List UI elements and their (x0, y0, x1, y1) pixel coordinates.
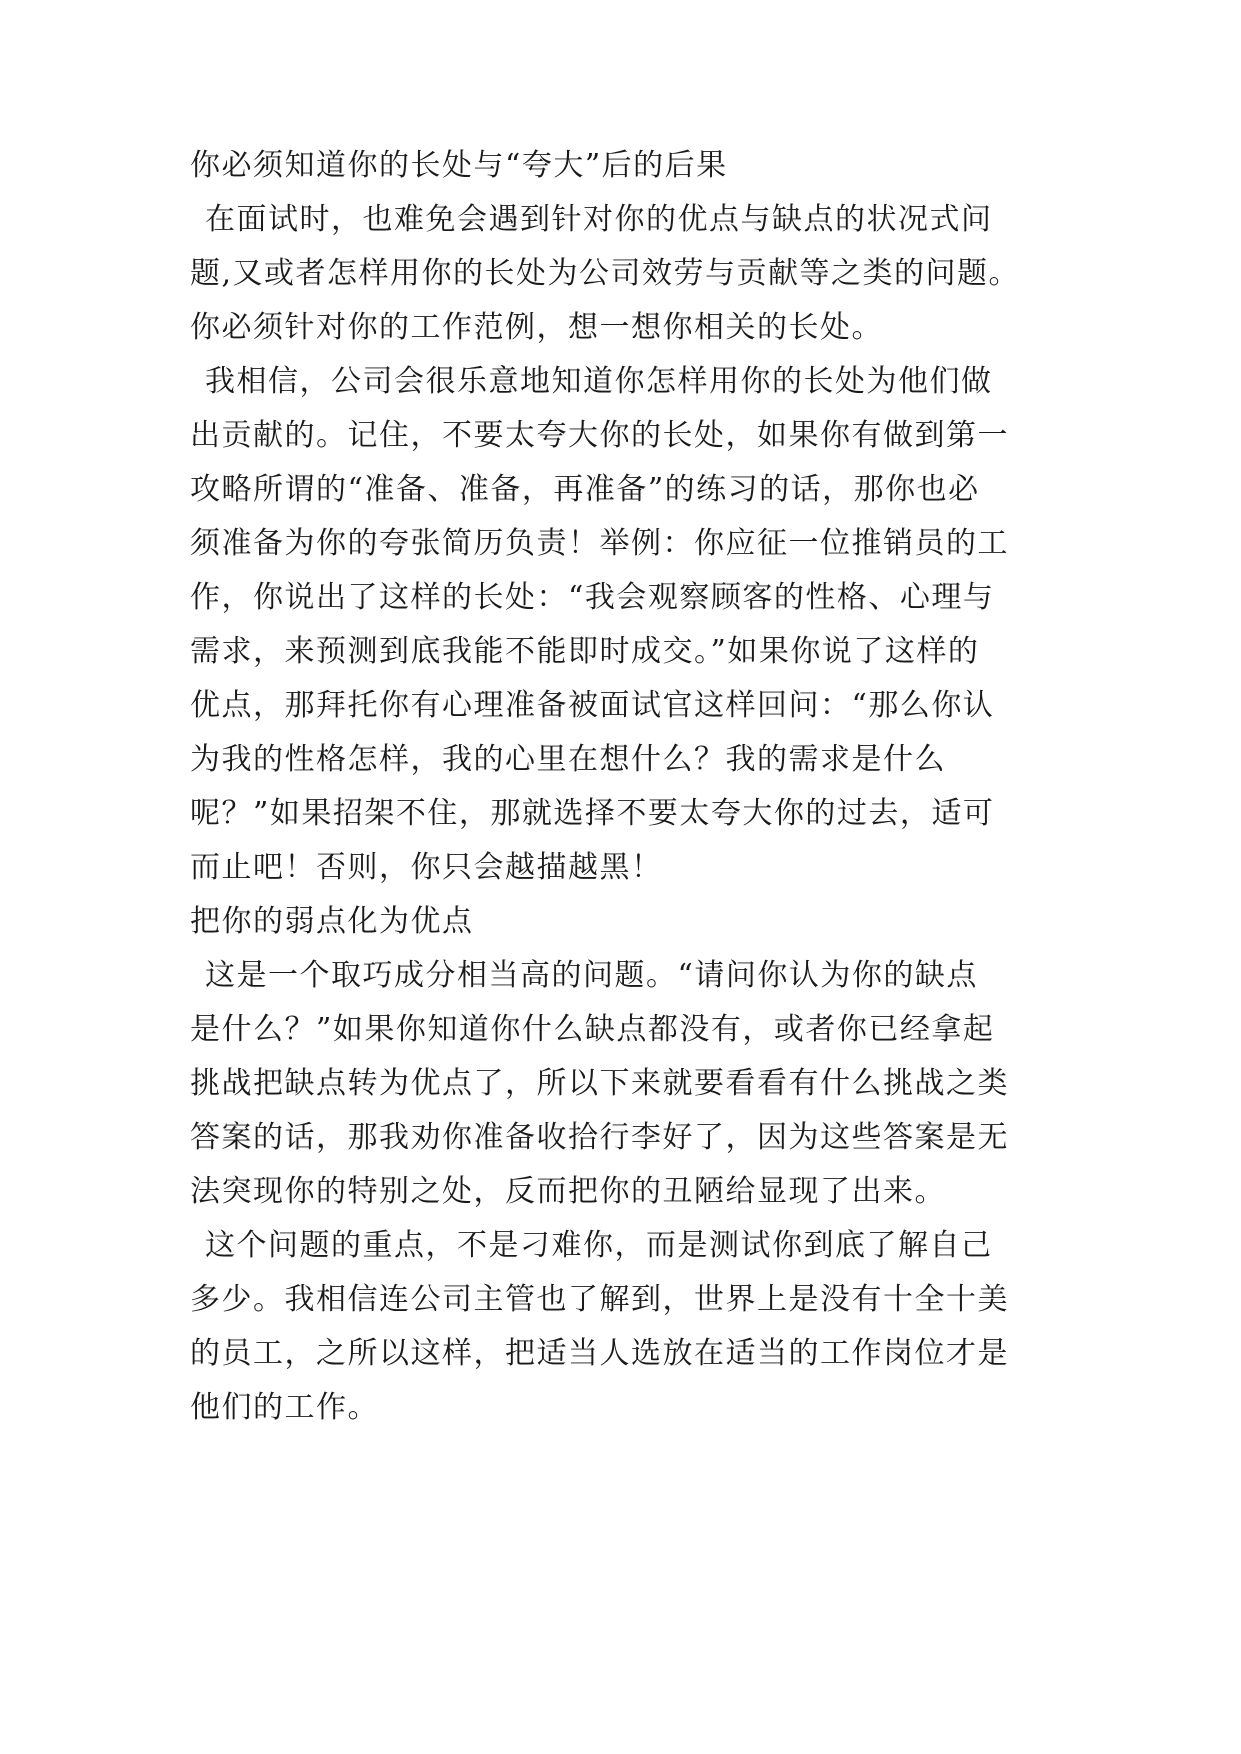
paragraph-line: 的员工，之所以这样，把适当人选放在适当的工作岗位才是 (190, 1336, 1009, 1371)
paragraph-line: 须准备为你的夸张简历负责！举例：你应征一位推销员的工 (190, 526, 1009, 561)
paragraph-line: 呢？”如果招架不住，那就选择不要太夸大你的过去，适可 (190, 796, 995, 831)
paragraph-line: 答案的话，那我劝你准备收拾行李好了，因为这些答案是无 (190, 1120, 1009, 1155)
paragraph-line: 作，你说出了这样的长处：“我会观察顾客的性格、心理与 (190, 580, 995, 615)
paragraph-line: 是什么？”如果你知道你什么缺点都没有，或者你已经拿起 (190, 1012, 995, 1047)
paragraph-line: 法突现你的特别之处，反而把你的丑陋给显现了出来。 (190, 1174, 946, 1209)
paragraph-line: 他们的工作。 (190, 1390, 379, 1425)
paragraph-line: 这是一个取巧成分相当高的问题。“请问你认为你的缺点 (205, 958, 978, 993)
paragraph-line: 我相信，公司会很乐意地知道你怎样用你的长处为他们做 (205, 364, 993, 399)
paragraph-line: 题,又或者怎样用你的长处为公司效劳与贡献等之类的问题。 (190, 256, 1021, 291)
paragraph-line: 优点，那拜托你有心理准备被面试官这样回问：“那么你认 (190, 688, 995, 723)
paragraph-line: 多少。我相信连公司主管也了解到，世界上是没有十全十美 (190, 1282, 1009, 1317)
paragraph-line: 挑战把缺点转为优点了，所以下来就要看看有什么挑战之类 (190, 1066, 1009, 1101)
paragraph-line: 攻略所谓的“准备、准备，再准备”的练习的话，那你也必 (190, 472, 980, 507)
paragraph-line: 在面试时，也难免会遇到针对你的优点与缺点的状况式问 (205, 202, 993, 237)
heading-weaknesses: 把你的弱点化为优点 (190, 904, 474, 939)
paragraph-line: 需求，来预测到底我能不能即时成交。”如果你说了这样的 (190, 634, 980, 669)
paragraph-line: 为我的性格怎样，我的心里在想什么？我的需求是什么 (190, 742, 946, 777)
paragraph-line: 而止吧！否则，你只会越描越黑！ (190, 850, 663, 885)
paragraph-line: 出贡献的。记住，不要太夸大你的长处，如果你有做到第一 (190, 418, 1009, 453)
heading-strengths: 你必须知道你的长处与“夸大”后的后果 (190, 148, 728, 183)
paragraph-line: 这个问题的重点，不是刁难你，而是测试你到底了解自己 (205, 1228, 993, 1263)
paragraph-line: 你必须针对你的工作范例，想一想你相关的长处。 (190, 310, 883, 345)
